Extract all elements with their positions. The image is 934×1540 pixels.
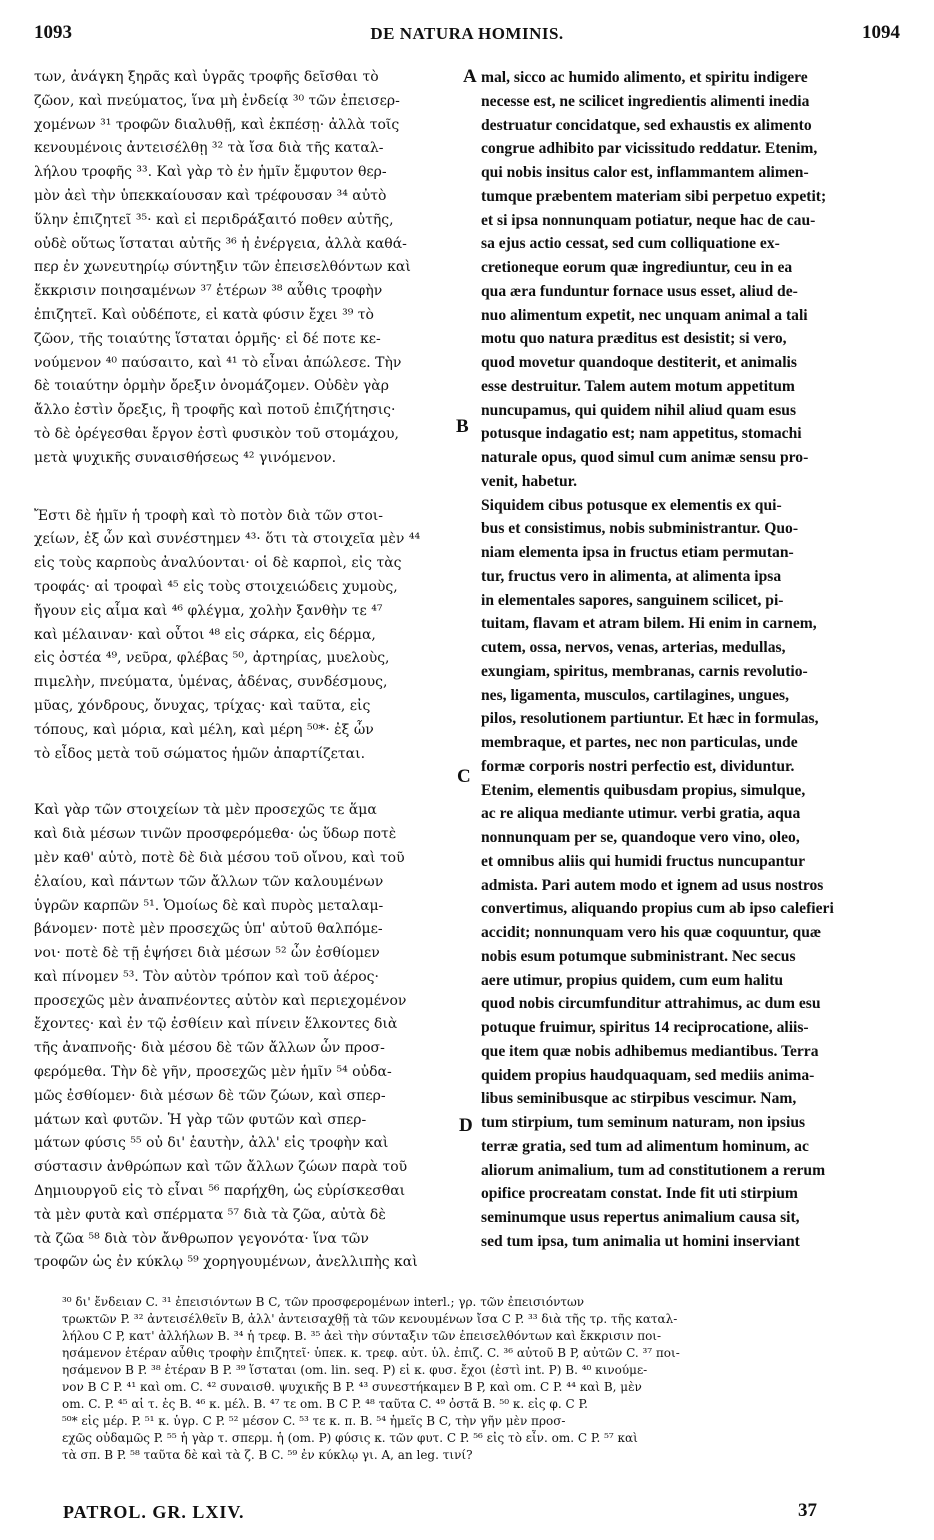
greek-line: χείων, ἐξ ὧν καὶ συνέστημεν ⁴³· ὅτι τὰ στοιχεῖα μὲν ⁴⁴ (34, 531, 421, 548)
greek-line: μὲν καθ' αὑτὸ, ποτὲ δὲ διὰ μέσου τοῦ οἴνου, καὶ τοῦ (34, 849, 405, 866)
notes-line: om. C. P. ⁴⁵ αἱ τ. ἐς B. ⁴⁶ κ. μέλ. B. ⁴⁷ τε om. B C P. ⁴⁸ ταῦτα C. ⁴⁹ ὀστᾶ B. ⁵⁰ κ. εἰς φ. C P. (62, 1397, 588, 1411)
greek-line: ὑγρῶν καρπῶν ⁵¹. Ὁμοίως δὲ καὶ πυρὸς μεταλαμ- (34, 897, 384, 914)
greek-paragraph-gap (34, 766, 462, 799)
latin-line: sa ejus actio cessat, sed cum colliquatione ex- (481, 235, 780, 253)
notes-line: λήλου C P, κατ' ἀλλήλων B. ³⁴ ἡ τρεφ. B. ³⁵ ἀεὶ τὴν σύνταξιν τῶν ἐπεισελθόντων καὶ ἔκκρισιν ποι- (62, 1329, 662, 1343)
greek-line: μάτων καὶ φυτῶν. Ἡ γὰρ τῶν φυτῶν καὶ σπερ- (34, 1111, 367, 1128)
greek-line: ἐπιζητεῖ. Καὶ οὐδέποτε, εἰ κατὰ φύσιν ἔχει ³⁹ τὸ (34, 306, 374, 323)
margin-letter-b: B (456, 416, 469, 437)
latin-line: congrue adhibito par vicissitudo reddatur. Etenim, (481, 140, 818, 158)
latin-line: niam elementa ipsa in fructus etiam permutan- (481, 544, 794, 561)
latin-line: aliorum animalium, tum ad constitutionem a rerum (481, 1161, 826, 1179)
latin-line: exungiam, spiritus, membranas, carnis revolutio- (481, 662, 808, 680)
notes-line: εχῶς οὐδαμῶς P. ⁵⁵ ἡ γὰρ τ. σπερμ. ἡ (om. P) φύσις κ. τῶν φυτ. C P. ⁵⁶ εἰς τὸ εἶν. om. C P. ⁵⁷ καὶ (62, 1431, 638, 1445)
latin-line: et si ipsa nonnunquam potiatur, neque hac de cau- (481, 211, 816, 229)
latin-line: nuncupamus, qui quidem nihil aliud quam esus (481, 401, 797, 419)
latin-line: et omnibus aliis qui humidi fructus nuncupantur (481, 852, 806, 870)
greek-line: προσεχῶς μὲν ἀναπνέοντες αὐτὸν καὶ περιεχομένον (34, 992, 407, 1009)
latin-line: cutem, ossa, nervos, venas, arterias, medullas, (481, 639, 786, 656)
greek-line: ἄλλο ἐστὶν ὄρεξις, ἢ τροφῆς καὶ ποτοῦ ἐπιζήτησις· (34, 402, 396, 419)
notes-line: τρωκτῶν P. ³² ἀντεισέλθεῖν B, ἀλλ' ἀντεισαχθῇ τὰ τῶν κενουμένων ἴσα C P. ³³ διὰ τῆς τρ. τῆς καταλ- (62, 1312, 678, 1326)
greek-line: νοι· ποτὲ δὲ τῇ ἑψήσει διὰ μέσων ⁵² ὧν ἐσθίομεν (34, 945, 380, 962)
greek-line: χομένων ³¹ τροφῶν διαλυθῇ, καὶ ἐκπέσῃ· ἀλλὰ τοῖς (34, 116, 400, 133)
greek-line: μὸν ἀεὶ τὴν ὑπεκκαίουσαν καὶ τρέφουσαν ³⁴ αὐτὸ (34, 187, 387, 204)
notes-line: νον B C P. ⁴¹ καὶ om. C. ⁴² συναισθ. ψυχικῆς B P. ⁴³ συνεστήκαμεν B P, καὶ om. C P. ⁴⁴ καὶ B, μὲν (62, 1380, 642, 1394)
greek-line: μάτων φύσις ⁵⁵ οὐ δι' ἑαυτὴν, ἀλλ' εἰς τροφὴν καὶ (34, 1135, 389, 1152)
latin-line: naturale opus, quod simul cum animæ sensu pro- (481, 449, 809, 466)
greek-line: ὕλην ἐπιζητεῖ ³⁵· καὶ εἰ περιδράξαιτό ποθεν αὐτῆς, (34, 211, 394, 228)
greek-line: Καὶ γὰρ τῶν στοιχείων τὰ μὲν προσεχῶς τε ἅμα (34, 802, 377, 819)
greek-line: νούμενον ⁴⁰ παύσαιτο, καὶ ⁴¹ τὸ εἶναι ἀπώλεσε. Τὴν (34, 354, 402, 371)
greek-line: σύστασιν ἀνθρώπων καὶ τῶν ἄλλων ζώων παρὰ τοῦ (34, 1159, 408, 1176)
greek-line: Ἔστι δὲ ἡμῖν ἡ τροφὴ καὶ τὸ ποτὸν διὰ τῶν στοι- (34, 507, 383, 524)
running-title: DE NATURA HOMINIS. (370, 24, 564, 43)
latin-line: potuque fruimur, spiritus 14 reciprocatione, aliis- (481, 1019, 809, 1036)
latin-line: mal, sicco ac humido alimento, et spiritu indigere (481, 69, 808, 86)
greek-line: τόπους, καὶ μόρια, καὶ μέλη, καὶ μέρη ⁵⁰*· ἐξ ὧν (34, 721, 374, 738)
latin-line: tumque præbentem materiam sibi perpetuo expetit; (481, 187, 827, 205)
greek-line: καὶ διὰ μέσων τινῶν προσφερόμεθα· ὡς ὕδωρ ποτὲ (34, 826, 397, 843)
latin-line: destruatur concidatque, sed exhaustis ex alimento (481, 116, 812, 134)
latin-line: pilos, resolutionem partiuntur. Et hæc in formulas, (481, 710, 819, 728)
left-column-number: 1093 (34, 22, 72, 43)
latin-line: libus seminibusque ac stirpibus vescimur. Nam, (481, 1090, 797, 1108)
greek-line: των, ἀνάγκη ξηρᾶς καὶ ὑγρᾶς τροφῆς δεῖσθαι τὸ (34, 69, 379, 85)
latin-line: nuo alimentum expetit, nec unquam animal a tali (481, 306, 808, 324)
footnotes (62, 1294, 902, 1464)
latin-line: tum stirpium, tum seminum naturam, non ipsius (481, 1114, 806, 1131)
greek-line: μῦας, χόνδρους, ὄνυχας, τρίχας· καὶ ταῦτα, εἰς (34, 697, 371, 714)
latin-text-column (481, 66, 901, 1254)
latin-line: nonnunquam per se, quandoque vero vino, oleo, (481, 829, 800, 846)
notes-line: τὰ σπ. B P. ⁵⁸ ταῦτα δὲ καὶ τὰ ζ. B C. ⁵⁹ ἐν κύκλῳ γι. A, an leg. τινί? (62, 1448, 473, 1462)
margin-letter-d: D (459, 1115, 473, 1136)
latin-line: que item quæ nobis adhibemus mediantibus. Terra (481, 1042, 819, 1060)
latin-line: seminumque usus repertus animalium causa sit, (481, 1209, 800, 1226)
latin-line: tur, fructus vero in alimenta, at alimenta ipsa (481, 567, 782, 585)
greek-line: τὰ μὲν φυτὰ καὶ σπέρματα ⁵⁷ διὰ τὰ ζῶα, αὐτὰ δὲ (34, 1206, 386, 1223)
latin-line: quod nobis circumfunditur attrahimus, ac dum esu (481, 995, 821, 1013)
greek-line: ἔχοντες· καὶ ἐν τῷ ἐσθίειν καὶ πίνειν ἕλκοντες διὰ (34, 1016, 398, 1033)
greek-line: καὶ μέλαιναν· καὶ οὗτοι ⁴⁸ εἰς σάρκα, εἰς δέρμα, (34, 626, 376, 643)
latin-line: potusque indagatio est; nam appetitus, stomachi (481, 425, 802, 443)
greek-line: πιμελὴν, πνεύματα, ὑμένας, ἀδένας, συνδέσμους, (34, 674, 388, 691)
greek-line: Δημιουργοῦ εἰς τὸ εἶναι ⁵⁶ παρήχθη, ὡς εὑρίσκεσθαι (34, 1183, 406, 1200)
latin-line: opifice procreatam constat. Inde fit uti stirpium (481, 1185, 798, 1203)
latin-line: admista. Pari autem modo et ignem ad usus nostros (481, 876, 824, 894)
greek-line: φερόμεθα. Τὴν δὲ γῆν, προσεχῶς μὲν ἡμῖν ⁵⁴ οὐδα- (34, 1064, 392, 1081)
greek-line: κενουμένοις ἀντεισέλθῃ ³² τὰ ἴσα διὰ τῆς καταλ- (34, 140, 384, 157)
latin-line: formæ corporis nostri perfectio est, dividuntur. (481, 757, 795, 775)
latin-line: ac re aliqua mediante utimur. verbi gratia, aqua (481, 805, 801, 823)
latin-line: nobis esum potumque subministrant. Nec secus (481, 947, 796, 965)
latin-line: qua æra funduntur fornace usus esset, aliud de- (481, 282, 798, 300)
page-number: 37 (798, 1500, 817, 1521)
greek-line: καὶ πίνομεν ⁵³. Τὸν αὐτὸν τρόπον καὶ τοῦ ἀέρος· (34, 968, 379, 985)
greek-line: οὐδὲ οὕτως ἵσταται αὐτῆς ³⁶ ἡ ἐνέργεια, ἀλλὰ καθά- (34, 235, 407, 252)
latin-line: quod movetur quandoque destiterit, et animalis (481, 354, 797, 371)
latin-line: cretioneque eorum quæ ingrediuntur, ceu in ea (481, 259, 793, 276)
latin-line: Etenim, elementis quibusdam propius, simulque, (481, 781, 806, 799)
greek-line: τροφῶν ὡς ἐν κύκλῳ ⁵⁹ χορηγουμένων, ἀνελλιπὴς καὶ (34, 1254, 418, 1271)
notes-line: ησάμενον ἑτέραν αὖθις τροφὴν ἐπιζητεῖ· ὑπεκ. κ. τρεφ. αὐτ. ὑλ. ἐπιζ. C. ³⁶ αὐτοῦ B P, αὐτῶν C. ³⁷ ποι- (62, 1346, 680, 1360)
greek-line: τροφάς· αἱ τροφαὶ ⁴⁵ εἰς τοὺς στοιχειώδεις χυμοὺς, (34, 578, 398, 595)
greek-line: μῶς ἐσθίομεν· διὰ μέσων δὲ τῶν ζώων, καὶ σπερ- (34, 1087, 386, 1104)
running-header (34, 18, 900, 48)
greek-paragraph-gap (34, 471, 462, 505)
greek-line: τὸ δὲ ὀρέγεσθαι ἔργον ἐστὶ φυσικὸν τοῦ στομάχου, (34, 425, 399, 442)
greek-text-column (34, 66, 462, 1275)
greek-line: ζῶον, καὶ πνεύματος, ἵνα μὴ ἐνδείᾳ ³⁰ τῶν ἐπεισερ- (34, 92, 400, 109)
greek-line: εἰς τοὺς καρποὺς ἀναλύονται· οἱ δὲ καρποὶ, εἰς τὰς (34, 555, 402, 572)
margin-letter-c: C (457, 766, 471, 787)
greek-line: ἤγουν εἰς αἷμα καὶ ⁴⁶ φλέγμα, χολὴν ξανθὴν τε ⁴⁷ (34, 602, 383, 619)
greek-line: δὲ τοιαύτην ὁρμὴν ὄρεξιν ὀνομάζομεν. Οὐδὲν γὰρ (34, 378, 389, 395)
latin-line: nes, ligamenta, musculos, cartilagines, ungues, (481, 686, 789, 704)
greek-line: περ ἐν χωνευτηρίῳ σύντηξιν τῶν ἐπεισελθόντων καὶ (34, 259, 411, 276)
latin-line: necesse est, ne scilicet ingredientis alimenti inedia (481, 92, 810, 110)
latin-line: sed tum ipsa, tum animalia ut homini inserviant (481, 1232, 800, 1250)
greek-line: τὸ εἶδος μετὰ τοῦ σώματος ἡμῶν ἀπαρτίζεται. (34, 745, 366, 762)
latin-line: Siquidem cibus potusque ex elementis ex qui- (481, 496, 782, 514)
latin-line: convertimus, aliquando propius cum ab ipso calefieri (481, 900, 834, 918)
latin-line: bus et consistimus, nobis subministrantur. Quo- (481, 520, 799, 538)
greek-line: τῆς ἀναπνοῆς· διὰ μέσου δὲ τῶν ἄλλων ὧν προσ- (34, 1040, 385, 1057)
notes-line: ησάμενον B P. ³⁸ ἑτέραν B P. ³⁹ ἵσταται (om. lin. seq. P) εἰ κ. φυσ. ἔχοι (ἐστὶ int. P) B. ⁴⁰ κινούμε- (62, 1363, 648, 1377)
margin-letter-a: A (463, 66, 477, 87)
latin-line: quidem propius haudquaquam, sed mediis anima- (481, 1066, 815, 1084)
greek-line: μετὰ ψυχικῆς συναισθήσεως ⁴² γινόμενον. (34, 449, 337, 466)
latin-line: venit, habetur. (481, 472, 578, 490)
latin-line: accidit; nonnunquam vero his quæ coquuntur, quæ (481, 924, 822, 941)
latin-line: in elementales sapores, sanguinem scilicet, pi- (481, 591, 784, 609)
greek-line: ζῶον, τῆς τοιαύτης ἵσταται ὁρμῆς· εἰ δέ ποτε κε- (34, 330, 381, 347)
latin-line: membraque, et partes, nec non particulas, unde (481, 734, 798, 751)
greek-line: ἔκκρισιν ποιησαμένων ³⁷ ἑτέρων ³⁸ αὖθις τροφὴν (34, 283, 383, 300)
greek-line: βάνομεν· ποτὲ μὲν προσεχῶς ὑπ' αὐτοῦ θαλπόμε- (34, 921, 383, 938)
latin-line: terræ gratia, sed tum ad alimentum hominum, ac (481, 1137, 809, 1155)
greek-line: τὰ ζῶα ⁵⁸ διὰ τὸν ἄνθρωπον γεγονότα· ἵνα τῶν (34, 1230, 369, 1247)
right-column-number: 1094 (862, 22, 900, 43)
greek-line: λήλου τροφῆς ³³. Καὶ γὰρ τὸ ἐν ἡμῖν ἔμφυτον θερ- (34, 164, 387, 181)
latin-line: esse destruitur. Talem autem motum appetitum (481, 377, 795, 395)
greek-line: ἐλαίου, καὶ πάντων τῶν ἄλλων τῶν καλουμένων (34, 873, 384, 890)
collection-reference: PATROL. GR. LXIV. (63, 1502, 245, 1522)
latin-line: qui nobis insitus calor est, inflammantem alimen- (481, 164, 809, 181)
notes-line: ⁵⁰* εἰς μέρ. P. ⁵¹ κ. ὑγρ. C P. ⁵² μέσον C. ⁵³ τε κ. π. B. ⁵⁴ ἡμεῖς B C, τὴν γῆν μὲν προσ- (62, 1414, 566, 1428)
notes-line: ³⁰ δι' ἔνδειαν C. ³¹ ἐπεισιόντων B C, τῶν προσφερομένων interl.; γρ. τῶν ἐπεισιόντων (62, 1295, 585, 1309)
latin-line: tuitam, flavam et atram bilem. Hi enim in carnem, (481, 615, 817, 633)
latin-line: motu quo natura præditus est desistit; si vero, (481, 330, 787, 348)
latin-line: aere utimur, propius quidem, cum eum halitu (481, 971, 784, 989)
greek-line: εἰς ὀστέα ⁴⁹, νεῦρα, φλέβας ⁵⁰, ἀρτηρίας, μυελοὺς, (34, 650, 390, 667)
